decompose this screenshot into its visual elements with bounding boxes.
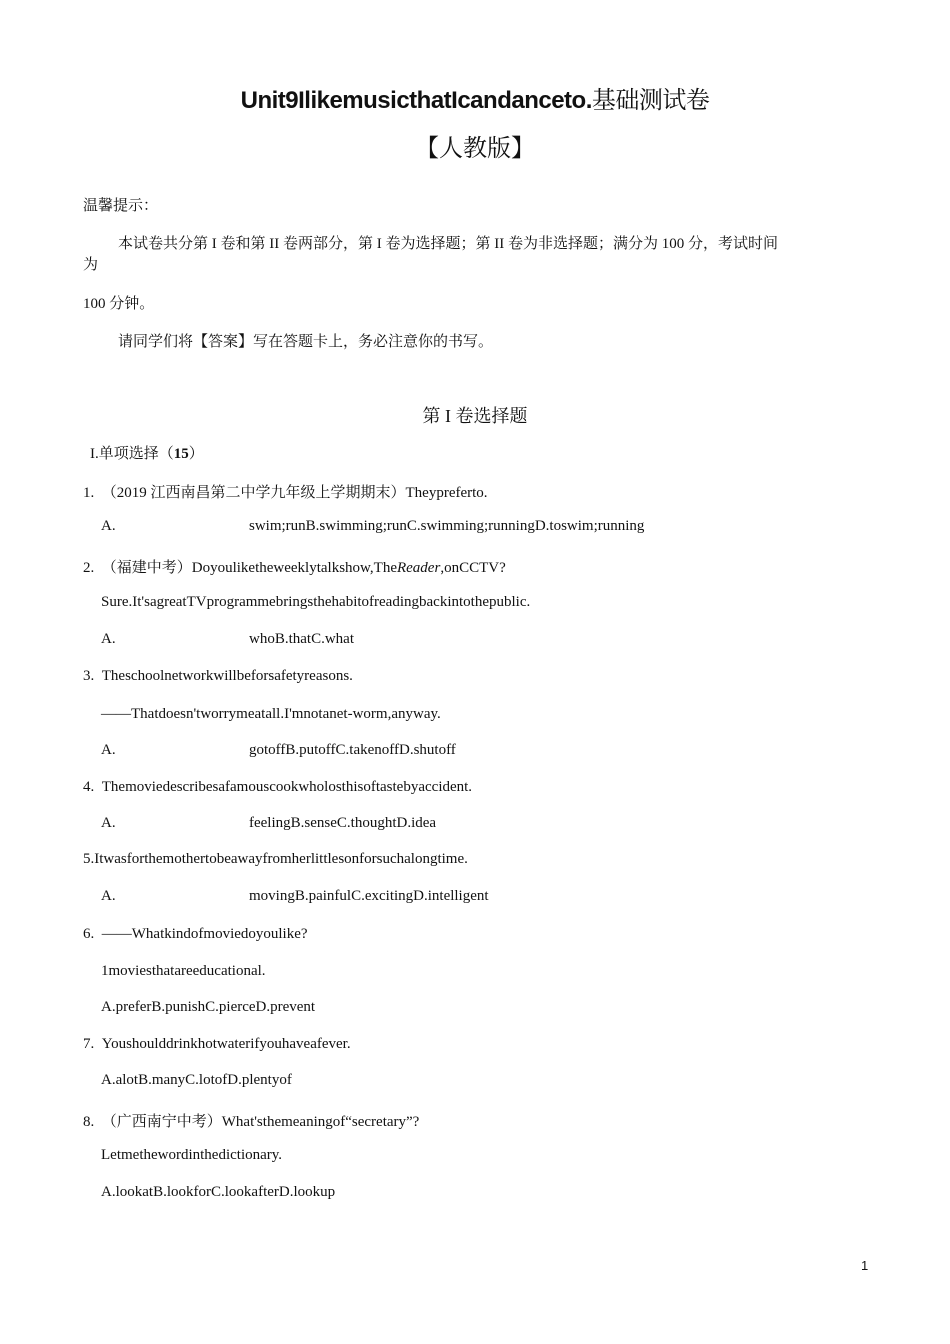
question-stem: Theschoolnetworkwillbeforsafetyreasons. bbox=[101, 668, 353, 684]
question-stem: （广西南宁中考）What'sthemeaningof“secretary”? bbox=[101, 1114, 420, 1130]
question-stem: Themoviedescribesafamouscookwholosthisoftastebyaccident. bbox=[101, 779, 473, 795]
question-6 bbox=[83, 926, 308, 943]
option-a-label: A. bbox=[101, 518, 116, 534]
question-options: swim;runB.swimming;runC.swimming;runningD.toswim;running bbox=[249, 518, 645, 534]
question-options: A.lookatB.lookforC.lookafterD.lookup bbox=[101, 1184, 336, 1200]
question-number: 8. bbox=[83, 1114, 95, 1130]
section-title: 第 I 卷选择题 bbox=[422, 406, 528, 426]
question-options: feelingB.senseC.thoughtD.idea bbox=[249, 815, 437, 831]
question-stem: ——Whatkindofmoviedoyoulike? bbox=[101, 926, 308, 942]
question-stem-italic: Reader bbox=[396, 560, 441, 576]
intro-paragraph-1-cont: 为 bbox=[83, 257, 99, 273]
title-latin: Unit9IlikemusicthatIcandanceto. bbox=[240, 87, 592, 114]
option-a-label: A. bbox=[101, 815, 116, 831]
part-close: ） bbox=[188, 446, 204, 462]
question-sub-line: 1moviesthatareeducational. bbox=[101, 963, 266, 979]
question-options: movingB.painfulC.excitingD.intelligent bbox=[249, 888, 489, 904]
option-a-label: A. bbox=[101, 742, 116, 758]
question-stem: Itwasforthemothertobeawayfromherlittlesonforsuchalongtime. bbox=[94, 851, 468, 867]
question-4 bbox=[83, 779, 472, 796]
edition-label: 【人教版】 bbox=[415, 134, 535, 162]
question-options: whoB.thatC.what bbox=[249, 631, 354, 647]
intro-paragraph-1-end: 100 分钟。 bbox=[83, 296, 155, 312]
question-5 bbox=[83, 851, 468, 868]
question-options: A.preferB.punishC.pierceD.prevent bbox=[101, 999, 316, 1015]
title-chinese: 基础测试卷 bbox=[591, 86, 710, 114]
option-a-label: A. bbox=[101, 631, 116, 647]
intro-paragraph-1: 本试卷共分第 I 卷和第 II 卷两部分，第 I 卷为选择题；第 II 卷为非选择题；满分为 100 分，考试时间 bbox=[118, 236, 778, 252]
question-number: 2. bbox=[83, 560, 95, 576]
question-1 bbox=[83, 481, 488, 502]
question-sub-line: Sure.It'sagreatTVprogrammebringsthehabitofreadingbackintothepublic. bbox=[101, 594, 531, 610]
question-stem: Youshoulddrinkhotwaterifyouhaveafever. bbox=[101, 1036, 351, 1052]
part-label: I.单项选择（ bbox=[90, 446, 174, 462]
question-sub-line: ——Thatdoesn'tworrymeatall.I'mnotanet-worm,anyway. bbox=[101, 706, 441, 722]
question-stem-end: ,onCCTV? bbox=[440, 560, 506, 576]
question-8 bbox=[83, 1110, 419, 1131]
question-number: 3. bbox=[83, 668, 95, 684]
part-count: 15 bbox=[173, 446, 189, 462]
question-number: 5. bbox=[83, 851, 95, 867]
option-a-label: A. bbox=[101, 888, 116, 904]
question-sub-line: Letmethewordinthedictionary. bbox=[101, 1147, 283, 1163]
tip-label: 温馨提示： bbox=[83, 198, 159, 214]
question-stem: （福建中考）Doyouliketheweeklytalkshow,The bbox=[101, 560, 397, 576]
question-options: gotoffB.putoffC.takenoffD.shutoff bbox=[249, 742, 456, 758]
question-7 bbox=[83, 1036, 351, 1053]
question-number: 1. bbox=[83, 485, 95, 501]
intro-paragraph-2: 请同学们将【答案】写在答题卡上，务必注意你的书写。 bbox=[118, 334, 494, 350]
page-number: 1 bbox=[861, 1258, 869, 1273]
part-heading bbox=[90, 442, 204, 463]
question-stem: （2019 江西南昌第二中学九年级上学期期末）Theypreferto. bbox=[101, 485, 488, 501]
question-number: 6. bbox=[83, 926, 95, 942]
question-options: A.alotB.manyC.lotofD.plentyof bbox=[101, 1072, 292, 1088]
question-3 bbox=[83, 668, 353, 685]
question-number: 7. bbox=[83, 1036, 95, 1052]
exam-title bbox=[0, 80, 950, 115]
question-number: 4. bbox=[83, 779, 95, 795]
question-2 bbox=[83, 556, 506, 577]
